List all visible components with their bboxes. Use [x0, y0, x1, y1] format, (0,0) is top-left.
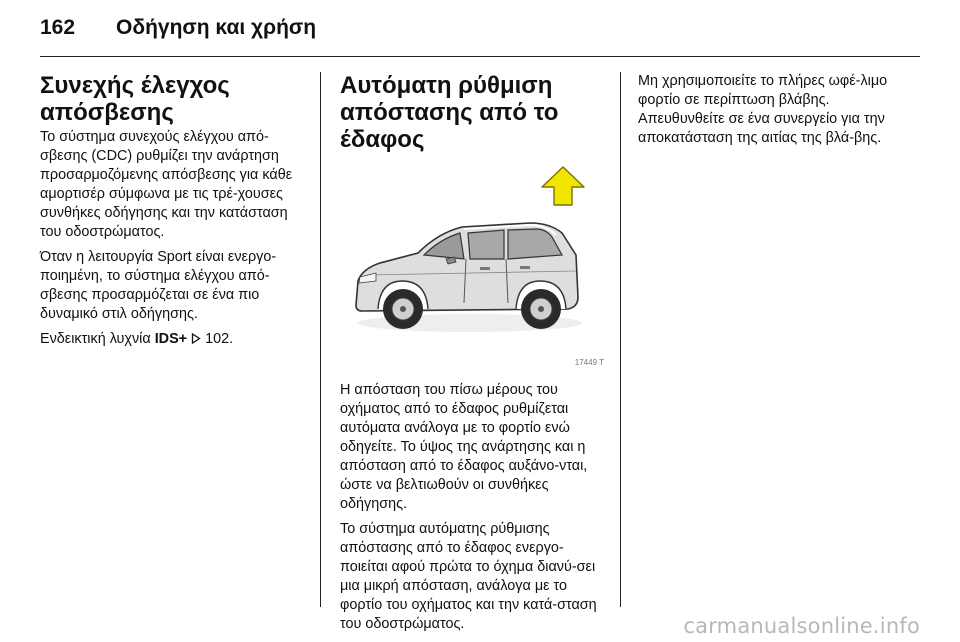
level-control-paragraph-2: Το σύστημα αυτόματης ρύθμισης απόστασης από το έδαφος ενεργο-ποιείται αφού πρώτα το όχημα διανύ-σει μια μικρή απόσταση, ανάλογα με το φορτίο του οχήματος και την κατά-σταση του οδοστρώματος.	[340, 521, 597, 632]
column-level-control	[340, 72, 608, 640]
section-heading-cdc: Συνεχής έλεγχος απόσβεσης	[40, 72, 230, 126]
door-handle-front	[480, 267, 490, 270]
load-notice-paragraph: Μη χρησιμοποιείτε το πλήρες ωφέ-λιμο φορτίο σε περίπτωση βλάβης. Απευθυνθείτε σε ένα συνεργείο για την αποκατάσταση της αιτίας της βλά-βης.	[638, 73, 888, 146]
front-side-window	[468, 230, 504, 259]
column-notice	[638, 72, 908, 154]
indicator-label: Ενδεικτική λυχνία	[40, 331, 151, 347]
up-arrow-icon	[542, 167, 584, 205]
indicator-name: IDS+	[154, 331, 188, 347]
section-heading-level-control: Αυτόματη ρύθμιση απόστασης από το έδαφος	[340, 72, 559, 153]
watermark: carmanualsonline.info	[683, 614, 920, 638]
cdc-indicator-reference	[40, 330, 310, 349]
column-cdc	[40, 72, 310, 355]
chapter-title: Οδήγηση και χρήση	[116, 16, 317, 39]
figure-code: 17449 T	[574, 358, 604, 367]
door-handle-rear	[520, 266, 530, 269]
cdc-paragraph-2: Όταν η λειτουργία Sport είναι ενεργο-ποιημένη, το σύστημα ελέγχου από-σβεσης προσαρμόζεται σε ένα πιο δυναμικό στιλ οδήγησης.	[40, 249, 277, 322]
car-illustration	[340, 163, 606, 369]
column-divider-1	[320, 72, 321, 607]
page-header	[40, 16, 316, 46]
header-rule	[40, 56, 920, 57]
page-number: 162	[40, 16, 76, 39]
level-control-paragraph-1: Η απόσταση του πίσω μέρους του οχήματος από το έδαφος ρυθμίζεται αυτόματα ανάλογα με το φορτίο ενώ οδηγείτε. Το ύψος της ανάρτησης και η απόσταση από το έδαφος αυξάνο-νται, ώστε να βελτιωθούν οι συνθήκες οδήγησης.	[340, 382, 588, 512]
cdc-paragraph-1: Το σύστημα συνεχούς ελέγχου από-σβεσης (CDC) ρυθμίζει την ανάρτηση προσαρμοζόμενης απόσβεσης για κάθε αμορτισέρ σύμφωνα με τις τρέ-χουσες συνθήκες οδήγησης και την κατάσταση του οδοστρώματος.	[40, 129, 293, 240]
column-divider-2	[620, 72, 621, 607]
page-link[interactable]: 102.	[205, 331, 234, 347]
car-diagram	[340, 163, 606, 369]
page-reference-arrow-icon	[191, 333, 201, 344]
